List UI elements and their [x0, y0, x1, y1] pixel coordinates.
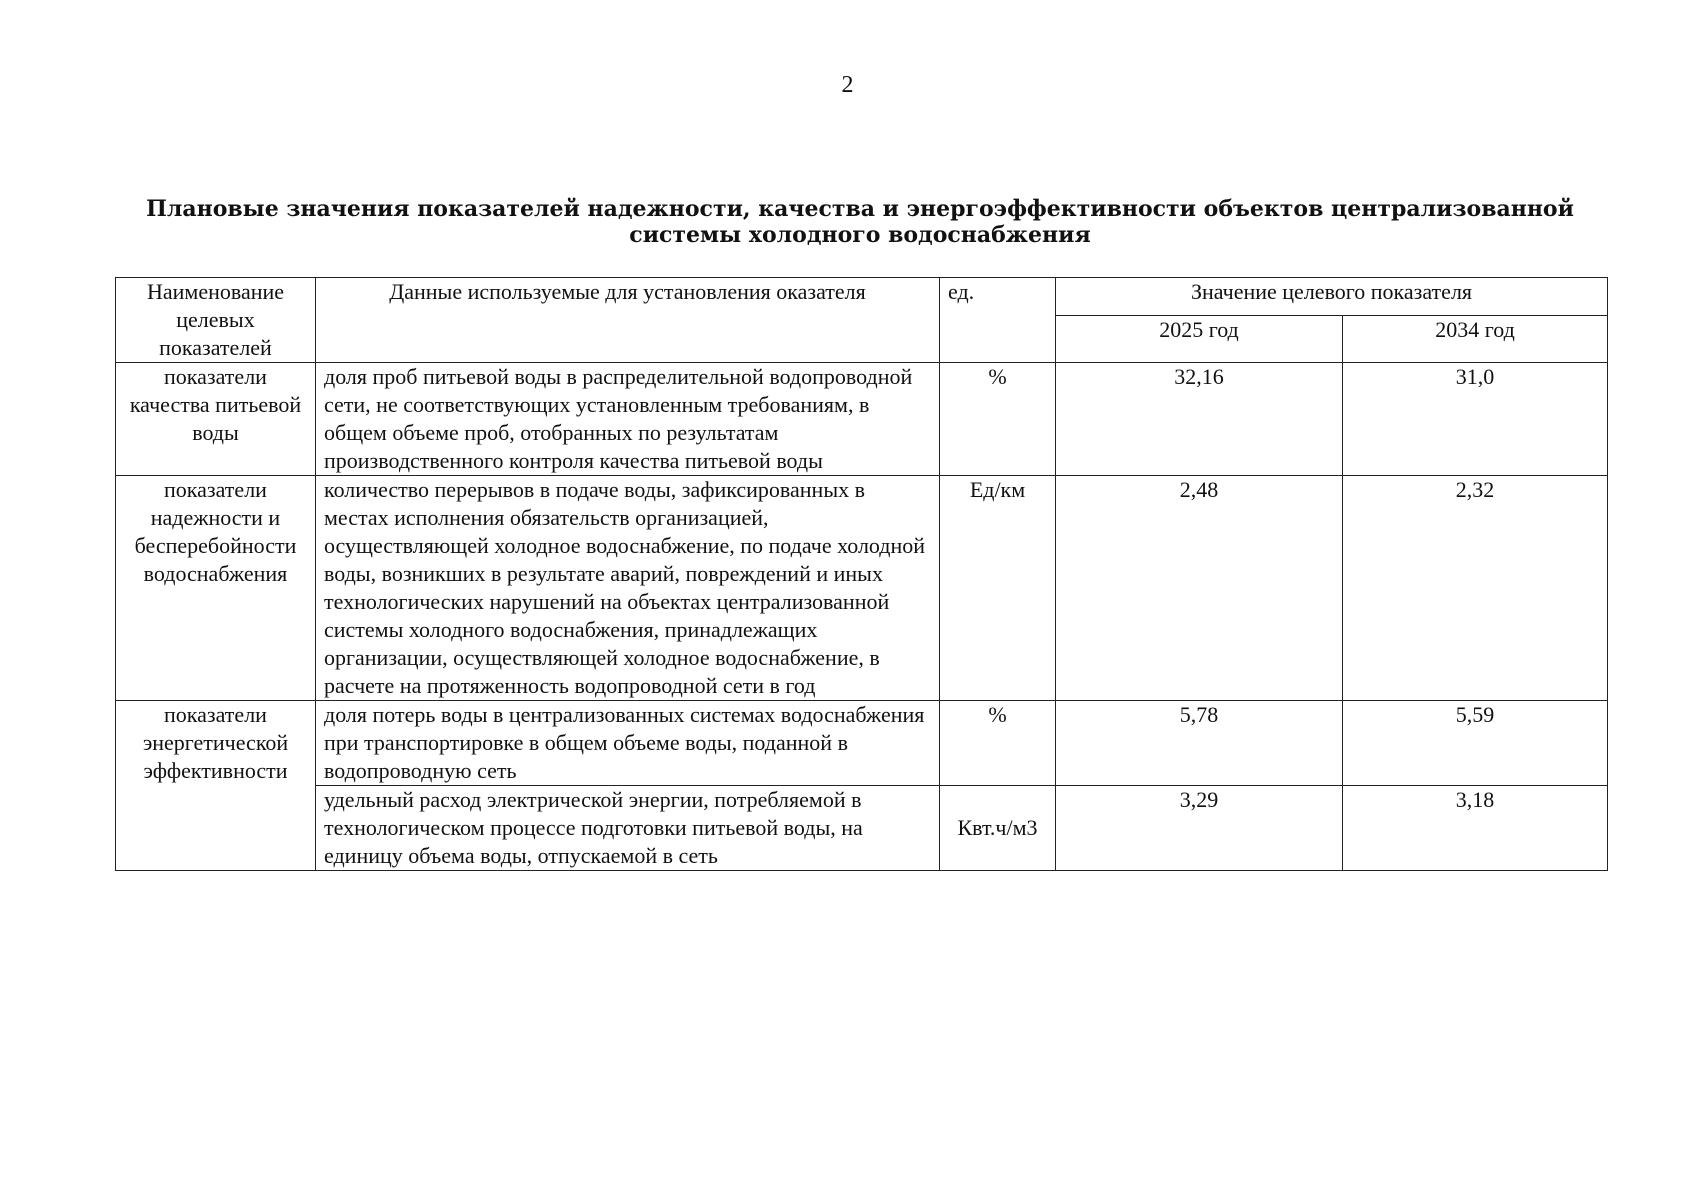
header-source-data: Данные используемые для установления оказателя — [316, 278, 940, 363]
group-name: показатели энергетической эффективности — [116, 701, 316, 871]
table-row — [116, 363, 1608, 476]
table-header-row — [116, 278, 1608, 316]
document-title — [140, 196, 1580, 248]
value-2034: 2,32 — [1343, 476, 1608, 701]
group-name: показатели качества питьевой воды — [116, 363, 316, 476]
document-title-line-2: системы холодного водоснабжения — [629, 222, 1091, 248]
header-indicator-name: Наименование целевых показателей — [116, 278, 316, 363]
indicator-description: удельный расход электрической энергии, потребляемой в технологическом процессе подготовки питьевой воды, на единицу объема воды, отпускаемой в сеть — [316, 786, 940, 871]
header-year-2034: 2034 год — [1343, 316, 1608, 363]
header-unit: ед. — [940, 278, 1056, 363]
table-row — [116, 476, 1608, 701]
indicators-table — [115, 277, 1608, 871]
value-2025: 5,78 — [1056, 701, 1343, 786]
table-row — [116, 701, 1608, 786]
indicator-unit: % — [940, 701, 1056, 786]
header-target-value: Значение целевого показателя — [1056, 278, 1608, 316]
indicator-unit: Ед/км — [940, 476, 1056, 701]
group-name: показатели надежности и бесперебойности водоснабжения — [116, 476, 316, 701]
value-2034: 3,18 — [1343, 786, 1608, 871]
indicator-unit: % — [940, 363, 1056, 476]
value-2025: 32,16 — [1056, 363, 1343, 476]
table-row — [116, 786, 1608, 871]
indicator-description: доля проб питьевой воды в распределительной водопроводной сети, не соответствующих установленным требованиям, в общем объеме проб, отобранных по результатам производственного контроля качества питьевой воды — [316, 363, 940, 476]
value-2034: 31,0 — [1343, 363, 1608, 476]
value-2025: 2,48 — [1056, 476, 1343, 701]
indicator-description: количество перерывов в подаче воды, зафиксированных в местах исполнения обязательств организацией, осуществляющей холодное водоснабжение, по подаче холодной воды, возникших в результате аварий, повреждений и иных технологических нарушений на объектах централизованной системы холодного водоснабжения, принадлежащих организации, осуществляющей холодное водоснабжение, в расчете на протяженность водопроводной сети в год — [316, 476, 940, 701]
document-title-line-1: Плановые значения показателей надежности, качества и энергоэффективности объектов централизованной — [146, 196, 1574, 222]
indicator-unit: Квт.ч/м3 — [940, 786, 1056, 871]
indicator-description: доля потерь воды в централизованных системах водоснабжения при транспортировке в общем объеме воды, поданной в водопроводную сеть — [316, 701, 940, 786]
value-2034: 5,59 — [1343, 701, 1608, 786]
page-number: 2 — [841, 72, 854, 98]
header-year-2025: 2025 год — [1056, 316, 1343, 363]
value-2025: 3,29 — [1056, 786, 1343, 871]
